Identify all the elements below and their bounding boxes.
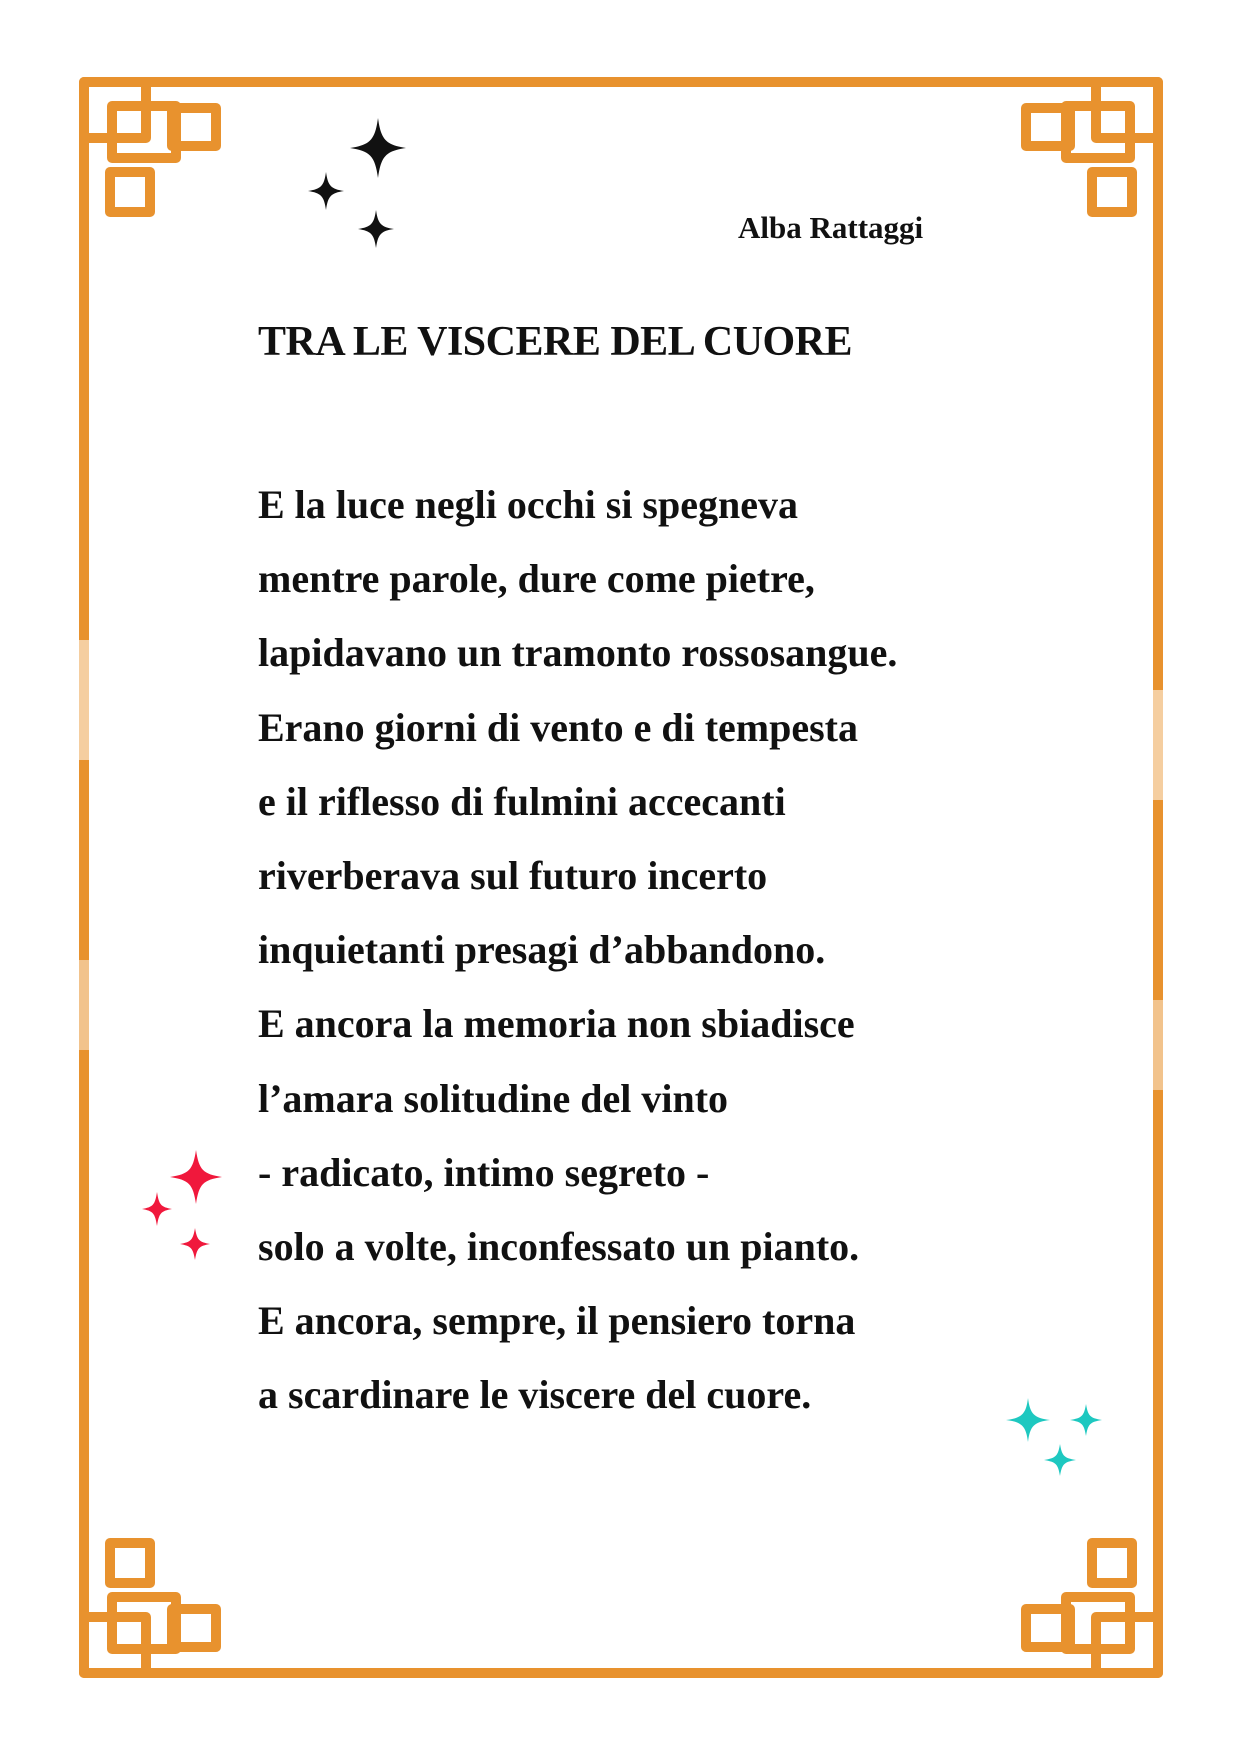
poem-line: E ancora la memoria non sbiadisce — [258, 1001, 855, 1047]
sparkle-icon-teal — [1004, 1398, 1104, 1478]
poem-line: mentre parole, dure come pietre, — [258, 556, 815, 602]
poem-line: inquietanti presagi d’abbandono. — [258, 927, 826, 973]
poem-line: E la luce negli occhi si spegneva — [258, 482, 798, 527]
sparkle-icon-red — [140, 1150, 230, 1262]
corner-ornament-top-left — [84, 82, 216, 214]
poem-line: riverberava sul futuro incerto — [258, 853, 768, 899]
sparkle-icon-black — [300, 118, 410, 250]
corner-ornament-top-right — [1026, 82, 1158, 212]
poem-line: e il riflesso di fulmini accecanti — [258, 778, 786, 824]
poem-title: TRA LE VISCERE DEL CUORE — [258, 319, 853, 365]
corner-ornament-bottom-left — [84, 1543, 216, 1673]
poem-line: l’amara solitudine del vinto — [258, 1075, 729, 1121]
poem-line: a scardinare le viscere del cuore. — [258, 1372, 812, 1418]
poem-body — [258, 468, 897, 1433]
poem-line: E ancora, sempre, il pensiero torna — [258, 1298, 856, 1344]
author-name: Alba Rattaggi — [738, 210, 924, 245]
corner-ornament-bottom-right — [1026, 1543, 1158, 1673]
poem-line: lapidavano un tramonto rossosangue. — [258, 630, 898, 676]
poem-line: - radicato, intimo segreto - — [258, 1149, 710, 1195]
poem-line: Erano giorni di vento e di tempesta — [258, 704, 858, 750]
poem-line: solo a volte, inconfessato un pianto. — [258, 1224, 860, 1270]
